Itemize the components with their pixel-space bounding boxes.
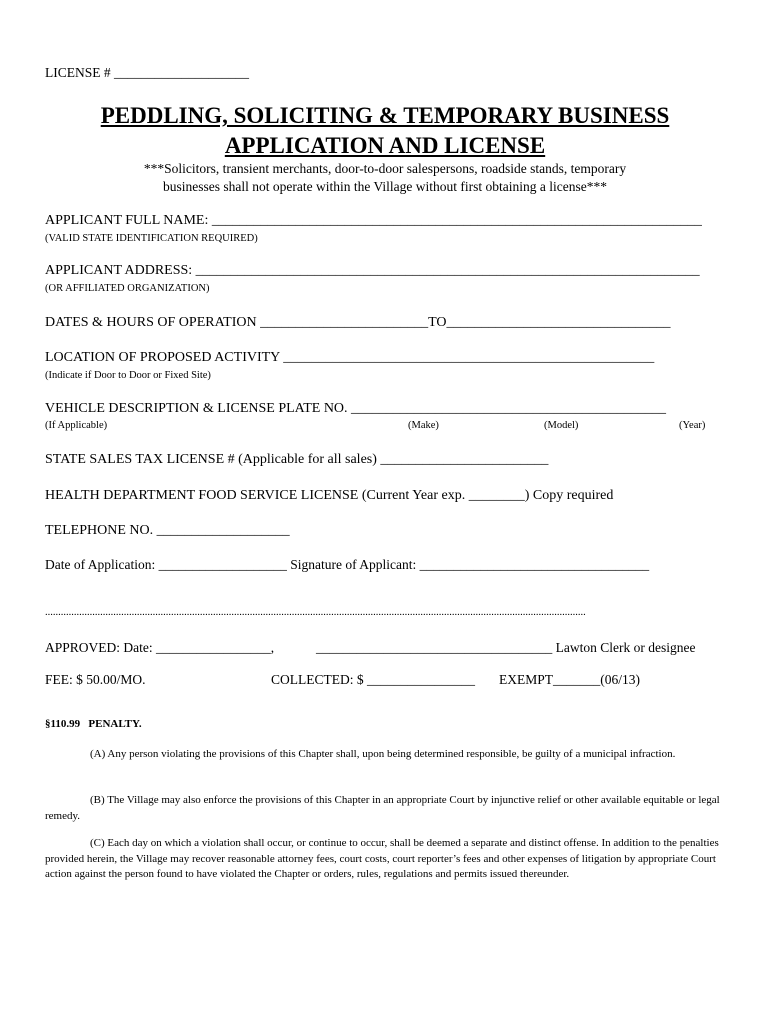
vehicle-model-label: (Model) — [544, 420, 579, 431]
penalty-paragraph-b: (B) The Village may also enforce the provisions of this Chapter in an appropriate Court by injunctive relief or other available equitable or legal remedy. — [45, 794, 720, 822]
vehicle-year-label: (Year) — [679, 420, 706, 431]
page-title-line1: PEDDLING, SOLICITING & TEMPORARY BUSINESS — [100, 103, 670, 128]
vehicle-make-label: (Make) — [408, 420, 439, 431]
penalty-heading: §110.99 PENALTY. — [45, 718, 142, 730]
dates-hours-field[interactable]: DATES & HOURS OF OPERATION ________________________TO________________________________ — [45, 315, 671, 330]
applicant-address-field[interactable]: APPLICANT ADDRESS: ________________________________________________________________________ — [45, 263, 700, 278]
notice-line2: businesses shall not operate within the Village without first obtaining a license*** — [163, 179, 607, 194]
applicant-full-name-field[interactable]: APPLICANT FULL NAME: ______________________________________________________________________ — [45, 213, 702, 228]
penalty-paragraph-c: (C) Each day on which a violation shall occur, or continue to occur, shall be deemed a separate and distinct offense. In addition to the penalties provided herein, the Village may recover reasonable attorney fees, court costs, court reporter’s fees and other expenses of litigation by appropriate Court action against the person found to have violated the Chapter or orders, rules, regulations and permits issued thereunder. — [45, 837, 719, 880]
telephone-field[interactable]: TELEPHONE NO. ___________________ — [45, 523, 290, 538]
location-field[interactable]: LOCATION OF PROPOSED ACTIVITY _____________________________________________________ — [45, 350, 655, 365]
health-dept-field[interactable]: HEALTH DEPARTMENT FOOD SERVICE LICENSE (Current Year exp. ________) Copy required — [45, 488, 614, 503]
clerk-signature-field[interactable]: ___________________________________ Lawton Clerk or designee — [316, 640, 696, 655]
license-number: LICENSE # ____________________ — [45, 65, 249, 80]
fee-label: FEE: $ 50.00/MO. — [45, 672, 146, 687]
notice-line1: ***Solicitors, transient merchants, door-to-door salespersons, roadside stands, temporary — [143, 161, 627, 176]
address-note: (OR AFFILIATED ORGANIZATION) — [45, 283, 210, 294]
location-note: (Indicate if Door to Door or Fixed Site) — [45, 370, 211, 381]
sales-tax-field[interactable]: STATE SALES TAX LICENSE # (Applicable for all sales) ________________________ — [45, 452, 549, 467]
collected-field[interactable]: COLLECTED: $ ________________ — [271, 672, 475, 687]
exempt-field[interactable]: EXEMPT_______(06/13) — [499, 672, 640, 687]
full-name-note: (VALID STATE IDENTIFICATION REQUIRED) — [45, 233, 258, 244]
separator-line: .............................................................................................................................................................................................................. — [45, 608, 586, 618]
vehicle-field[interactable]: VEHICLE DESCRIPTION & LICENSE PLATE NO. _____________________________________________ — [45, 401, 667, 416]
penalty-paragraph-a: (A) Any person violating the provisions of this Chapter shall, upon being determined responsible, be guilty of a municipal infraction. — [90, 748, 676, 760]
page-title-line2: APPLICATION AND LICENSE — [224, 133, 546, 158]
date-signature-field[interactable]: Date of Application: ___________________ Signature of Applicant: __________________________________ — [45, 557, 650, 572]
approved-date-field[interactable]: APPROVED: Date: _________________, — [45, 640, 275, 655]
vehicle-note: (If Applicable) — [45, 420, 108, 431]
